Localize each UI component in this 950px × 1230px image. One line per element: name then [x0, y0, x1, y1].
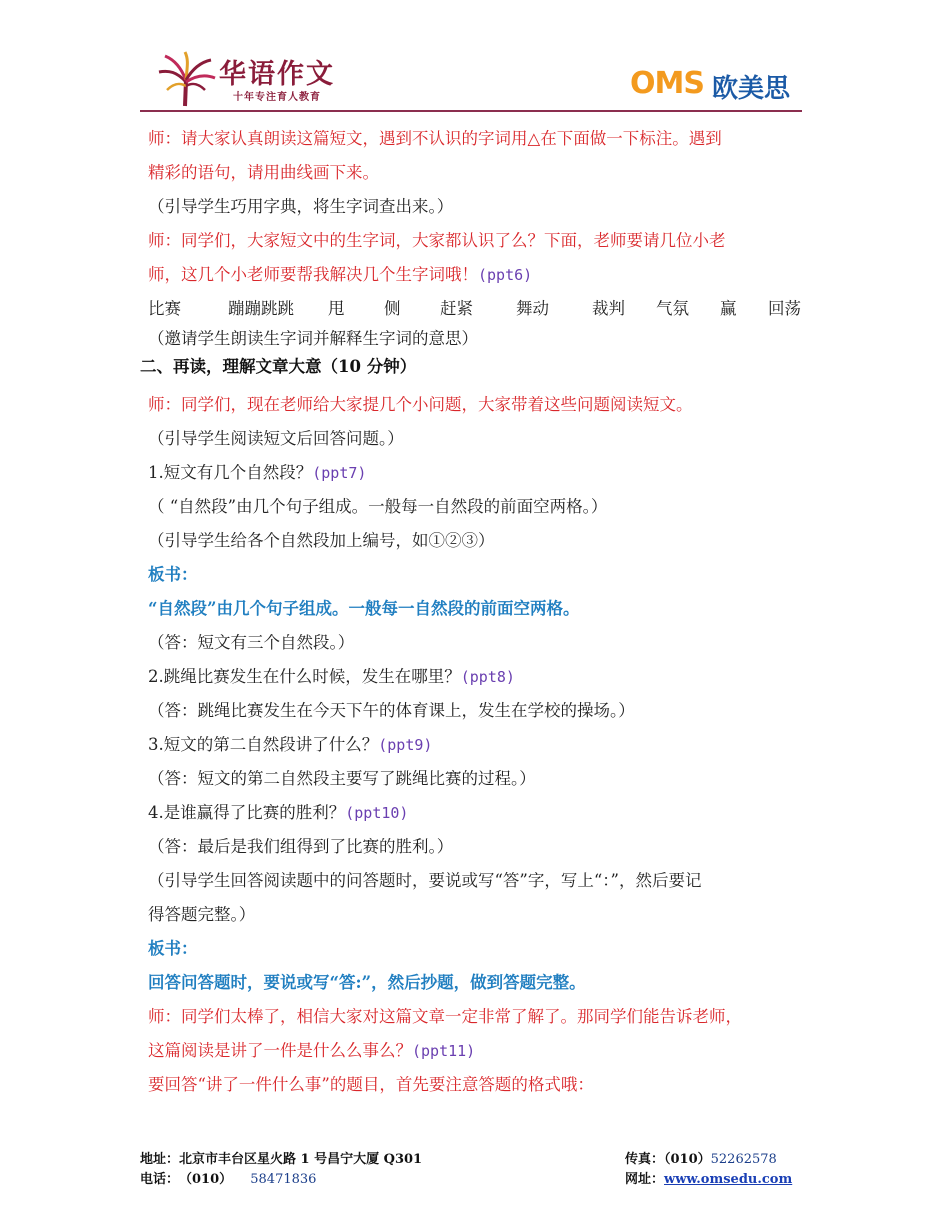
web-info	[625, 1170, 792, 1190]
section-heading: 二、再读，理解文章大意（10 分钟）	[140, 357, 417, 376]
vocab-word: 气氛	[656, 299, 689, 318]
vocab-word: 赶紧	[440, 299, 473, 318]
ppt-ref: (ppt8)	[460, 668, 515, 686]
footer-row	[140, 1170, 820, 1190]
teacher-line-text: 这篇阅读是讲了一件是什么么事么？	[148, 1041, 412, 1060]
website-link[interactable]: www.omsedu.com	[664, 1172, 793, 1187]
question	[148, 456, 808, 490]
guide-note: （ “自然段”由几个句子组成。一般每一自然段的前面空两格。）	[148, 497, 608, 516]
teacher-line: 要回答“讲了一件什么事”的题目，首先要注意答题的格式哦：	[148, 1075, 594, 1094]
question	[148, 796, 808, 830]
vocab-word: 蹦蹦跳跳	[228, 299, 294, 318]
teacher-line-text: 师，这几个小老师要帮我解决几个生字词哦！	[148, 265, 478, 284]
teacher-line: 师：同学们太棒了，相信大家对这篇文章一定非常了解了。那同学们能告诉老师，	[148, 1007, 742, 1026]
vocab-word: 侧	[384, 299, 401, 318]
vocab-list	[148, 292, 808, 326]
question-text: 4.是谁赢得了比赛的胜利？	[148, 803, 346, 822]
page-footer	[140, 1150, 820, 1190]
ppt-ref: (ppt6)	[478, 266, 533, 284]
huayu-logo	[155, 50, 355, 108]
answer: （答：跳绳比赛发生在今天下午的体育课上，发生在学校的操场。）	[148, 701, 635, 720]
teacher-line: 精彩的语句，请用曲线画下来。	[148, 163, 379, 182]
vocab-word: 比赛	[148, 299, 181, 318]
oms-logo	[630, 66, 800, 106]
oms-logo-text: OMS	[630, 66, 704, 101]
vocab-word: 回荡	[768, 299, 801, 318]
answer: （答：最后是我们组得到了比赛的胜利。）	[148, 837, 454, 856]
board-label: 板书：	[148, 939, 198, 958]
guide-note: （引导学生给各个自然段加上编号，如①②③）	[148, 531, 495, 550]
brand-slogan: 十年专注育人教育	[233, 92, 321, 103]
address-label: 地址：	[140, 1152, 180, 1167]
board-text: 回答问答题时，要说或写“答:”，然后抄题，做到答题完整。	[148, 973, 586, 992]
guide-note: （引导学生阅读短文后回答问题。）	[148, 429, 404, 448]
question-text: 2.跳绳比赛发生在什么时候，发生在哪里？	[148, 667, 461, 686]
teacher-line: 师：请大家认真朗读这篇短文，遇到不认识的字词用△在下面做一下标注。遇到	[148, 129, 722, 148]
question	[148, 728, 808, 762]
document-body	[140, 122, 808, 1102]
vocab-word: 甩	[328, 299, 345, 318]
question-text: 1.短文有几个自然段？	[148, 463, 313, 482]
fax-value: 52262578	[710, 1152, 777, 1167]
header-divider	[140, 110, 802, 112]
phone-label: 电话： （010）	[140, 1172, 233, 1187]
answer: （答：短文的第二自然段主要写了跳绳比赛的过程。）	[148, 769, 536, 788]
question-text: 3.短文的第二自然段讲了什么？	[148, 735, 379, 754]
tree-logo-icon	[155, 50, 217, 108]
board-text: “自然段”由几个句子组成。一般每一自然段的前面空两格。	[148, 599, 580, 618]
fax-info	[625, 1150, 777, 1170]
teacher-line-ppt	[148, 1034, 808, 1068]
address-value: 北京市丰台区星火路 1 号昌宁大厦 Q301	[179, 1152, 423, 1167]
phone-value: 58471836	[250, 1172, 317, 1187]
guide-note: 得答题完整。）	[148, 905, 256, 924]
vocab-word: 裁判	[592, 299, 625, 318]
guide-note: （引导学生巧用字典，将生字词查出来。）	[148, 197, 454, 216]
ppt-ref: (ppt7)	[312, 464, 367, 482]
teacher-line: 师：同学们，现在老师给大家提几个小问题，大家带着这些问题阅读短文。	[148, 395, 693, 414]
teacher-line: 师：同学们，大家短文中的生字词，大家都认识了么？下面，老师要请几位小老	[148, 231, 726, 250]
guide-note: （邀请学生朗读生字词并解释生字词的意思）	[148, 329, 478, 348]
ppt-ref: (ppt11)	[412, 1042, 476, 1060]
guide-note: （引导学生回答阅读题中的问答题时，要说或写“答”字，写上“：”，然后要记	[148, 871, 702, 890]
vocab-word: 舞动	[516, 299, 549, 318]
oms-logo-cn: 欧美思	[712, 74, 791, 104]
vocab-word: 赢	[720, 299, 737, 318]
brand-name: 华语作文	[219, 59, 335, 90]
board-label: 板书：	[148, 565, 198, 584]
answer: （答：短文有三个自然段。）	[148, 633, 355, 652]
footer-row	[140, 1150, 820, 1170]
page-header	[0, 0, 950, 120]
teacher-line-ppt	[148, 258, 808, 292]
ppt-ref: (ppt9)	[378, 736, 433, 754]
fax-label: 传真：（010）	[625, 1152, 711, 1167]
web-label: 网址：	[625, 1172, 665, 1187]
question	[148, 660, 808, 694]
ppt-ref: (ppt10)	[345, 804, 409, 822]
